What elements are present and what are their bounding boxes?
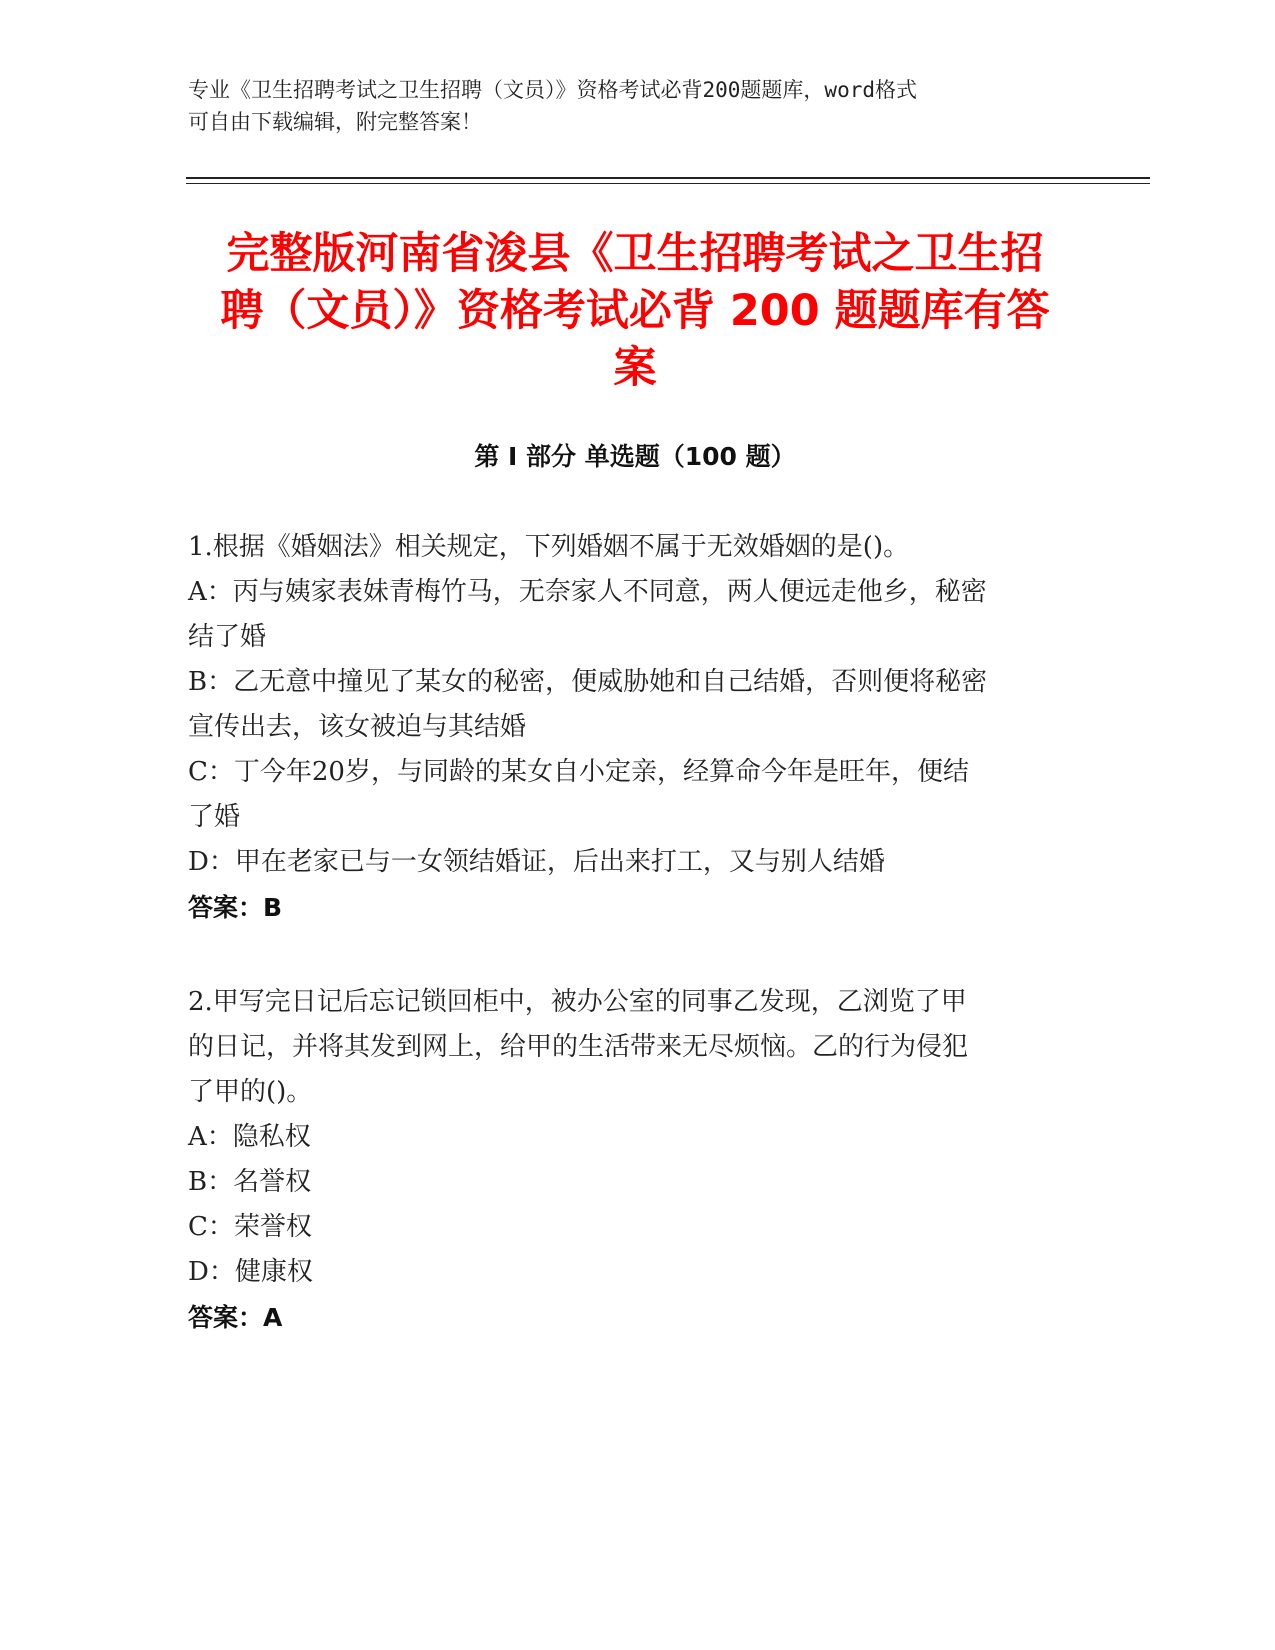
answer-label: 答案：B [188, 893, 283, 922]
question-stem: 了甲的()。 [188, 1077, 313, 1107]
section-heading: 第 I 部分 单选题（100 题） [474, 442, 796, 471]
question-stem: 的日记，并将其发到网上，给甲的生活带来无尽烦恼。乙的行为侵犯 [188, 1032, 969, 1062]
question-block [188, 525, 1068, 930]
document-title [190, 226, 1080, 397]
option-b: B：乙无意中撞见了某女的秘密，便威胁她和自己结婚，否则便将秘密 [188, 667, 988, 697]
question-block [188, 980, 1068, 1340]
document-intro [188, 74, 1068, 138]
option-d: D：甲在老家已与一女领结婚证，后出来打工，又与别人结婚 [188, 847, 885, 877]
option-b-continued: 宣传出去，该女被迫与其结婚 [188, 712, 527, 742]
intro-line: 专业《卫生招聘考试之卫生招聘（文员）》资格考试必背200题题库，word格式 [188, 78, 917, 102]
title-line: 案 [613, 343, 657, 393]
option-d: D：健康权 [188, 1257, 313, 1287]
option-c: C：丁今年20岁，与同龄的某女自小定亲，经算命今年是旺年，便结 [188, 757, 969, 787]
question-stem: 1.根据《婚姻法》相关规定，下列婚姻不属于无效婚姻的是()。 [188, 532, 910, 562]
option-b: B：名誉权 [188, 1167, 312, 1197]
header-divider-thick [186, 177, 1150, 179]
header-divider-thin [186, 183, 1150, 184]
option-a: A：丙与姨家表妹青梅竹马，无奈家人不同意，两人便远走他乡，秘密 [188, 577, 987, 607]
option-a: A：隐私权 [188, 1122, 311, 1152]
answer-label: 答案：A [188, 1303, 283, 1332]
option-c-continued: 了婚 [188, 802, 241, 832]
title-line: 聘（文员）》资格考试必背 200 题题库有答 [220, 286, 1050, 336]
option-c: C：荣誉权 [188, 1212, 312, 1242]
option-a-continued: 结了婚 [188, 622, 267, 652]
title-line: 完整版河南省浚县《卫生招聘考试之卫生招 [226, 229, 1044, 279]
intro-line: 可自由下载编辑，附完整答案！ [188, 110, 482, 134]
question-stem: 2.甲写完日记后忘记锁回柜中，被办公室的同事乙发现，乙浏览了甲 [188, 987, 967, 1017]
